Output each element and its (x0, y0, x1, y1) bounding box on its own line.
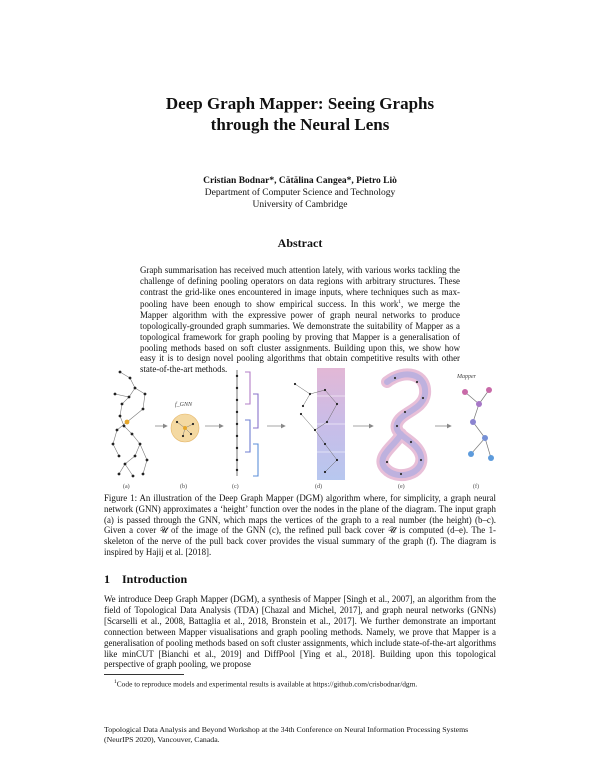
summary-label: Mapper (457, 374, 476, 380)
footnote-mark: 1 (114, 679, 117, 685)
affiliation-line-1: Department of Computer Science and Technology (204, 188, 396, 198)
figure-1-diagram (105, 364, 495, 492)
abstract-text (140, 265, 460, 375)
venue-note: Topological Data Analysis and Beyond Workshop at the 34th Conference on Neural Information Processing Systems (NeurIPS 2020), Vancouver, Canada. (104, 725, 469, 744)
abstract-text-part-1: Graph summarisation has received much attention lately, with various works tackling the challenge of defining pooling operators on data regions with arbitrary structures. These contrast the grid-like ones encountered in image inputs, where techniques such as max-pooling have been enough to show empirical success. In this work (140, 265, 460, 310)
panel-e-clusters (382, 374, 425, 490)
panel-a-label: (a) (123, 484, 130, 490)
panel-e-label: (e) (398, 484, 405, 490)
paper-title (100, 93, 500, 135)
footnote-mark-link[interactable]: 1 (398, 299, 402, 306)
author-names: Cristian Bodnar*, Cătălina Cangea*, Pietro Liò (203, 176, 397, 186)
section-number: 1 (104, 572, 110, 586)
footnote-divider (104, 674, 184, 675)
panel-d-label: (d) (315, 484, 322, 490)
abstract-text-part-2: , we merge the Mapper algorithm with the expressive power of graph neural networks to produce topologically-grounded graph summaries. We demonstrate the suitability of Mapper as a topological framework for graph pooling by proving that Mapper is a generalisation of pooling methods based on soft cluster assignments. Building upon this, we show how easy it is to design novel pooling algorithms that obtain competitive results with other state-of-the-art methods. (140, 299, 460, 375)
affiliation-line-2: University of Cambridge (252, 200, 348, 210)
title-line-1: Deep Graph Mapper: Seeing Graphs (165, 94, 435, 113)
panel-a-input-graph (112, 371, 149, 490)
introduction-text: We introduce Deep Graph Mapper (DGM), a synthesis of Mapper [Singh et al., 2007], an algorithm from the field of Topological Data Analysis (TDA) [Chazal and Michel, 2017], and graph neural networks (GNNs) [Scarselli et al., 2008, Battaglia et al., 2018, Bronstein et al., 2017]. We further demonstrate an important connection between Mapper visualisations and graph pooling methods. Namely, we prove that Mapper is a generalisation of pooling methods based on soft cluster assignments, which include state-of-the-art algorithms like minCUT [Bianchi et al., 2019] and DiffPool [Ying et al., 2018]. Building upon this topological perspective of graph pooling, we propose (104, 594, 496, 670)
footnote (114, 678, 494, 688)
title-line-2: through the Neural Lens (210, 115, 390, 134)
panel-f-label: (f) (473, 484, 479, 490)
panel-f-summary (456, 374, 494, 490)
panel-d-pullback (294, 368, 345, 490)
abstract-heading: Abstract (277, 236, 323, 250)
figure-1-caption: Figure 1: An illustration of the Deep Graph Mapper (DGM) algorithm where, for simplicity, a graph neural network (GNN) approximates a ‘height’ function over the nodes in the plane of the diagram. The input graph (a) is passed through the GNN, which maps the vertices of the graph to a real number (the height) (b–c). Given a cover 𝒰 of the image of the GNN (c), the refined pull back cover 𝒰̄ is computed (d–e). The 1-skeleton of the nerve of the pull back cover provides the visual summary of the graph (f). The diagram is inspired by Hajij et al. [2018]. (104, 493, 496, 557)
author-block (100, 175, 500, 211)
section-heading-introduction (104, 572, 187, 587)
panel-b-gnn (171, 401, 199, 490)
panel-b-label: (b) (180, 484, 187, 490)
panel-c-cover (232, 370, 258, 490)
gnn-function-label: f_GNN (175, 402, 193, 408)
panel-c-label: (c) (232, 484, 239, 490)
footnote-text[interactable]: Code to reproduce models and experimental results is available at https://github.com/crisbodnar/dgm. (116, 679, 418, 689)
section-title: Introduction (122, 572, 188, 586)
